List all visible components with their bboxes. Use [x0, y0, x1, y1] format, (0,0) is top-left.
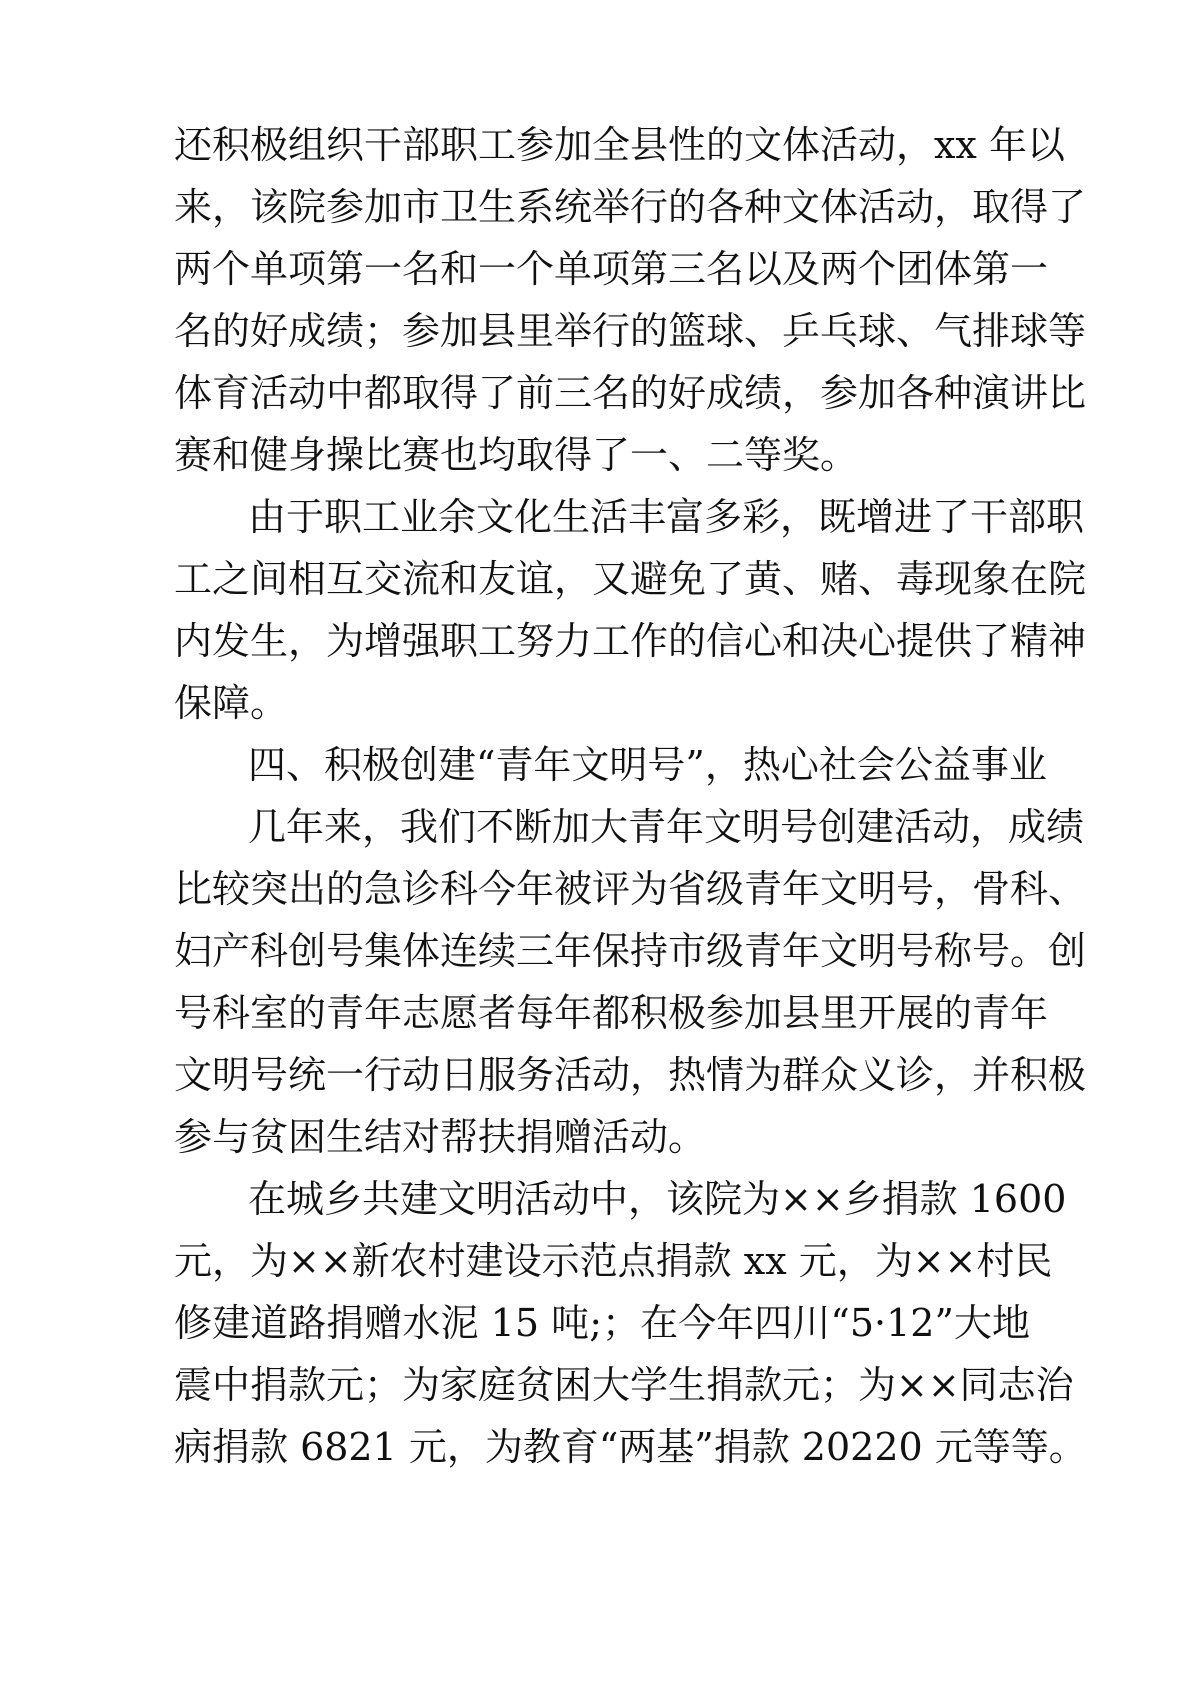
text-line: 内发生，为增强职工努力工作的信心和决心提供了精神: [174, 619, 1087, 663]
text-line: 由于职工业余文化生活丰富多彩，既增进了干部职: [248, 495, 1085, 539]
paragraph: [174, 486, 1087, 734]
text-line: 修建道路捐赠水泥 15 吨;；在今年四川“5·12”大地: [174, 1301, 1030, 1345]
text-line: 参与贫困生结对帮扶捐赠活动。: [174, 1115, 707, 1159]
text-line: 比较突出的急诊科今年被评为省级青年文明号，骨科、: [174, 867, 1087, 911]
paragraph: [174, 114, 1087, 486]
paragraph: [174, 796, 1087, 1168]
body-text: [174, 114, 1087, 1478]
paragraph: [174, 1168, 1087, 1478]
text-line: 在城乡共建文明活动中，该院为××乡捐款 1600: [248, 1177, 1067, 1221]
text-line: 妇产科创号集体连续三年保持市级青年文明号称号。创: [174, 929, 1087, 973]
text-line: 震中捐款元；为家庭贫困大学生捐款元；为××同志治: [174, 1363, 1074, 1407]
text-line: 两个单项第一名和一个单项第三名以及两个团体第一: [174, 247, 1049, 291]
text-line: 病捐款 6821 元，为教育“两基”捐款 20220 元等等。: [174, 1425, 1087, 1469]
text-line: 体育活动中都取得了前三名的好成绩，参加各种演讲比: [174, 371, 1087, 415]
text-line: 几年来，我们不断加大青年文明号创建活动，成绩: [248, 805, 1085, 849]
text-line: 保障。: [174, 681, 289, 725]
text-line: 元，为××新农村建设示范点捐款 xx 元，为××村民: [174, 1239, 1053, 1283]
text-line: 来，该院参加市卫生系统举行的各种文体活动，取得了: [174, 185, 1087, 229]
text-line: 名的好成绩；参加县里举行的篮球、乒乓球、气排球等: [174, 309, 1087, 353]
text-line: 工之间相互交流和友谊，又避免了黄、赌、毒现象在院: [174, 557, 1087, 601]
text-line: 赛和健身操比赛也均取得了一、二等奖。: [174, 433, 859, 477]
text-line: 还积极组织干部职工参加全县性的文体活动，xx 年以: [174, 123, 1065, 167]
text-line: 文明号统一行动日服务活动，热情为群众义诊，并积极: [174, 1053, 1087, 1097]
section-heading: [174, 734, 1047, 796]
text-line: 四、积极创建“青年文明号”，热心社会公益事业: [248, 743, 1047, 787]
text-line: 号科室的青年志愿者每年都积极参加县里开展的青年: [174, 991, 1049, 1035]
